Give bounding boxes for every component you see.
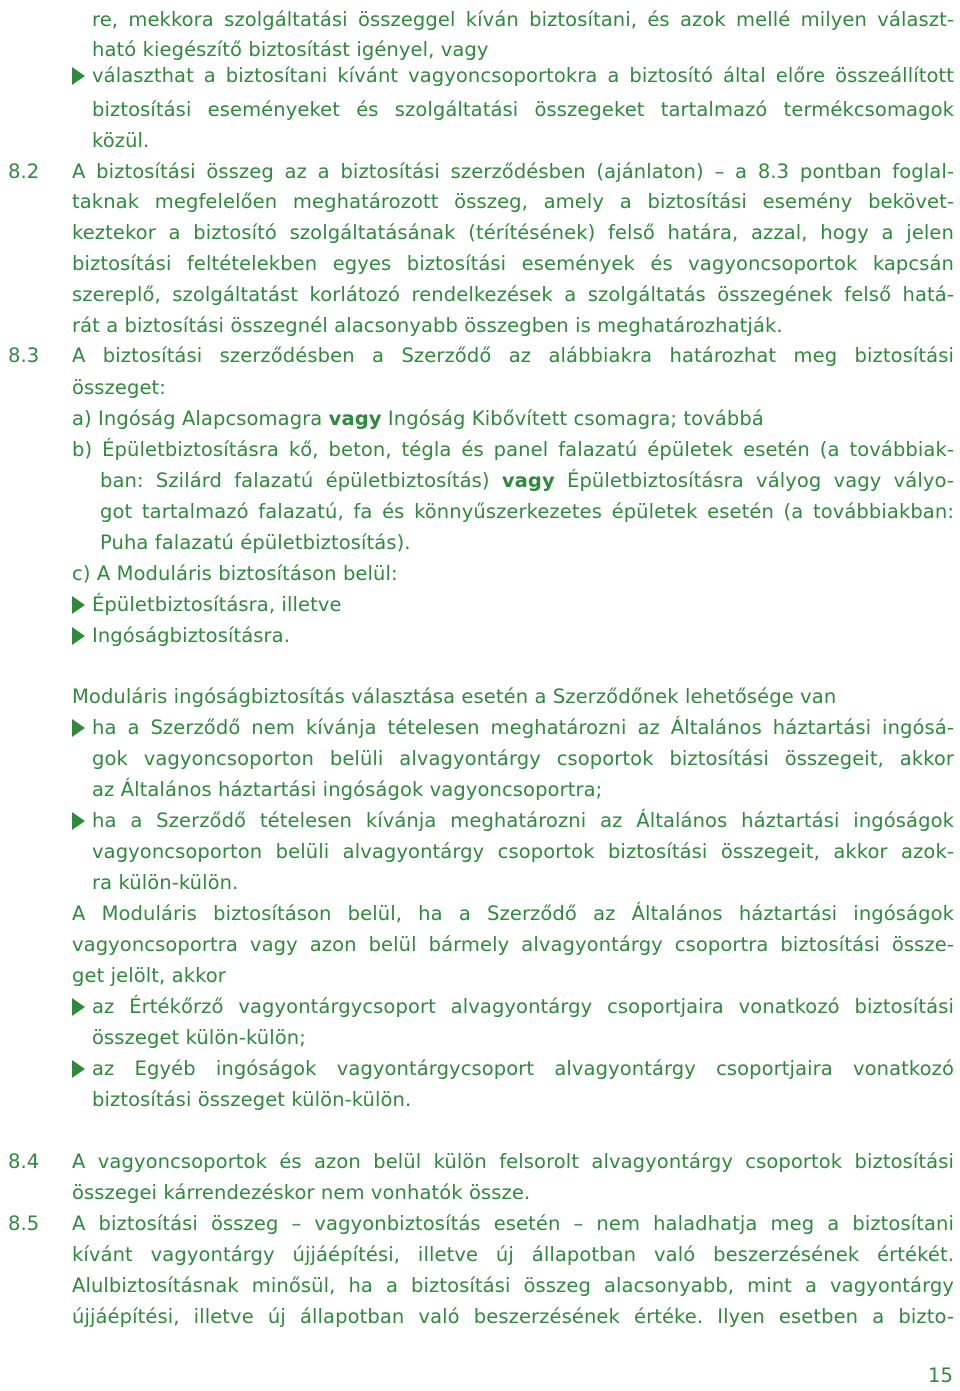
list-item: Épületbiztosításra, illetve xyxy=(92,593,342,616)
text-line: választhat a biztosítani kívánt vagyoncsoportokra a biztosító által előre összeállított xyxy=(92,64,954,87)
text-line: biztosítási feltételekben egyes biztosítási események és vagyoncsoportok kapcsán xyxy=(72,252,954,275)
text-line: összeget: xyxy=(72,376,166,399)
text-line: ha a Szerződő nem kívánja tételesen meghatározni az Általános háztartási ingósá- xyxy=(92,716,954,739)
text-line: got tartalmazó falazatú, fa és könnyűszerkezetes épületek esetén (a továbbiakban: xyxy=(100,500,954,523)
bullet-arrow-icon xyxy=(72,998,85,1016)
bullet-arrow-icon xyxy=(72,1060,85,1078)
text-line: A Moduláris biztosításon belül, ha a Szerződő az Általános háztartási ingóságok xyxy=(72,902,954,925)
paragraph-intro: Moduláris ingóságbiztosítás választása esetén a Szerződőnek lehetősége van xyxy=(72,685,837,708)
text-line: biztosítási eseményeket és szolgáltatási összegeket tartalmazó termékcsomagok xyxy=(92,98,954,121)
text-line: szereplő, szolgáltatást korlátozó rendelkezések a szolgáltatás összegének felső hatá- xyxy=(72,283,954,306)
text-line: az Általános háztartási ingóságok vagyoncsoportra; xyxy=(92,778,603,801)
text-line: biztosítási összeget külön-külön. xyxy=(92,1088,412,1111)
text-line: taknak megfelelően meghatározott összeg, amely a biztosítási esemény bekövet- xyxy=(72,190,954,213)
bullet-arrow-icon xyxy=(72,596,85,614)
bullet-arrow-icon xyxy=(72,812,85,830)
text-line: az Egyéb ingóságok vagyontárgycsoport alvagyontárgy csoportjaira vonatkozó xyxy=(92,1057,954,1080)
text-line: A vagyoncsoportok és azon belül külön felsorolt alvagyontárgy csoportok biztosítási xyxy=(72,1150,954,1173)
text-line: Alulbiztosításnak minősül, ha a biztosítási összeg alacsonyabb, mint a vagyontárgy xyxy=(72,1274,954,1297)
page-number: 15 xyxy=(928,1364,954,1387)
text-line: összegei kárrendezéskor nem vonhatók össze. xyxy=(72,1181,531,1204)
text-line: közül. xyxy=(92,129,150,152)
text-line: A biztosítási összeg az a biztosítási szerződésben (ajánlaton) – a 8.3 pontban foglal- xyxy=(72,160,954,183)
text-line: rát a biztosítási összegnél alacsonyabb összegben is meghatározhatják. xyxy=(72,314,783,337)
text-line: ban: Szilárd falazatú épületbiztosítás) vagy Épületbiztosításra vályog vagy vályo- xyxy=(100,469,955,492)
text-line: get jelölt, akkor xyxy=(72,964,226,987)
text-line: ható kiegészítő biztosítást igényel, vagy xyxy=(92,38,489,61)
list-item-b: b) Épületbiztosításra kő, beton, tégla és panel falazatú épületek esetén (a továbbiak- xyxy=(72,438,954,461)
text-line: ha a Szerződő tételesen kívánja meghatározni az Általános háztartási ingóságok xyxy=(92,809,954,832)
text-line: keztekor a biztosító szolgáltatásának (térítésének) felső határa, azzal, hogy a jelen xyxy=(72,221,954,244)
text-line: az Értékőrző vagyontárgycsoport alvagyontárgy csoportjaira vonatkozó biztosítási xyxy=(92,995,954,1018)
text-line: vagyoncsoportra vagy azon belül bármely alvagyontárgy csoportra biztosítási össze- xyxy=(72,933,954,956)
section-number: 8.3 xyxy=(8,344,40,367)
list-item-a: a) Ingóság Alapcsomagra vagy Ingóság Kibővített csomagra; továbbá xyxy=(72,407,764,430)
bullet-arrow-icon xyxy=(72,627,85,645)
text-line: Puha falazatú épületbiztosítás). xyxy=(100,531,411,554)
text-line: re, mekkora szolgáltatási összeggel kíván biztosítani, és azok mellé milyen választ- xyxy=(92,8,954,31)
bullet-arrow-icon xyxy=(72,67,85,85)
section-number: 8.5 xyxy=(8,1212,40,1235)
section-number: 8.4 xyxy=(8,1150,40,1173)
text-line: összeget külön-külön; xyxy=(92,1026,306,1049)
text-line: ra külön-külön. xyxy=(92,871,239,894)
bullet-arrow-icon xyxy=(72,719,85,737)
section-number: 8.2 xyxy=(8,160,40,183)
list-item-c: c) A Moduláris biztosításon belül: xyxy=(72,562,398,585)
text-line: gok vagyoncsoporton belüli alvagyontárgy csoportok biztosítási összegeit, akkor xyxy=(92,747,954,770)
text-line: A biztosítási szerződésben a Szerződő az alábbiakra határozhat meg biztosítási xyxy=(72,344,954,367)
text-line: vagyoncsoporton belüli alvagyontárgy csoportok biztosítási összegeit, akkor azok- xyxy=(92,840,954,863)
text-line: A biztosítási összeg – vagyonbiztosítás esetén – nem haladhatja meg a biztosítani xyxy=(72,1212,954,1235)
text-line: kívánt vagyontárgy újjáépítési, illetve új állapotban való beszerzésének értékét. xyxy=(72,1243,954,1266)
text-line: újjáépítési, illetve új állapotban való beszerzésének értéke. Ilyen esetben a bizto- xyxy=(72,1305,954,1328)
list-item: Ingóságbiztosításra. xyxy=(92,624,291,647)
